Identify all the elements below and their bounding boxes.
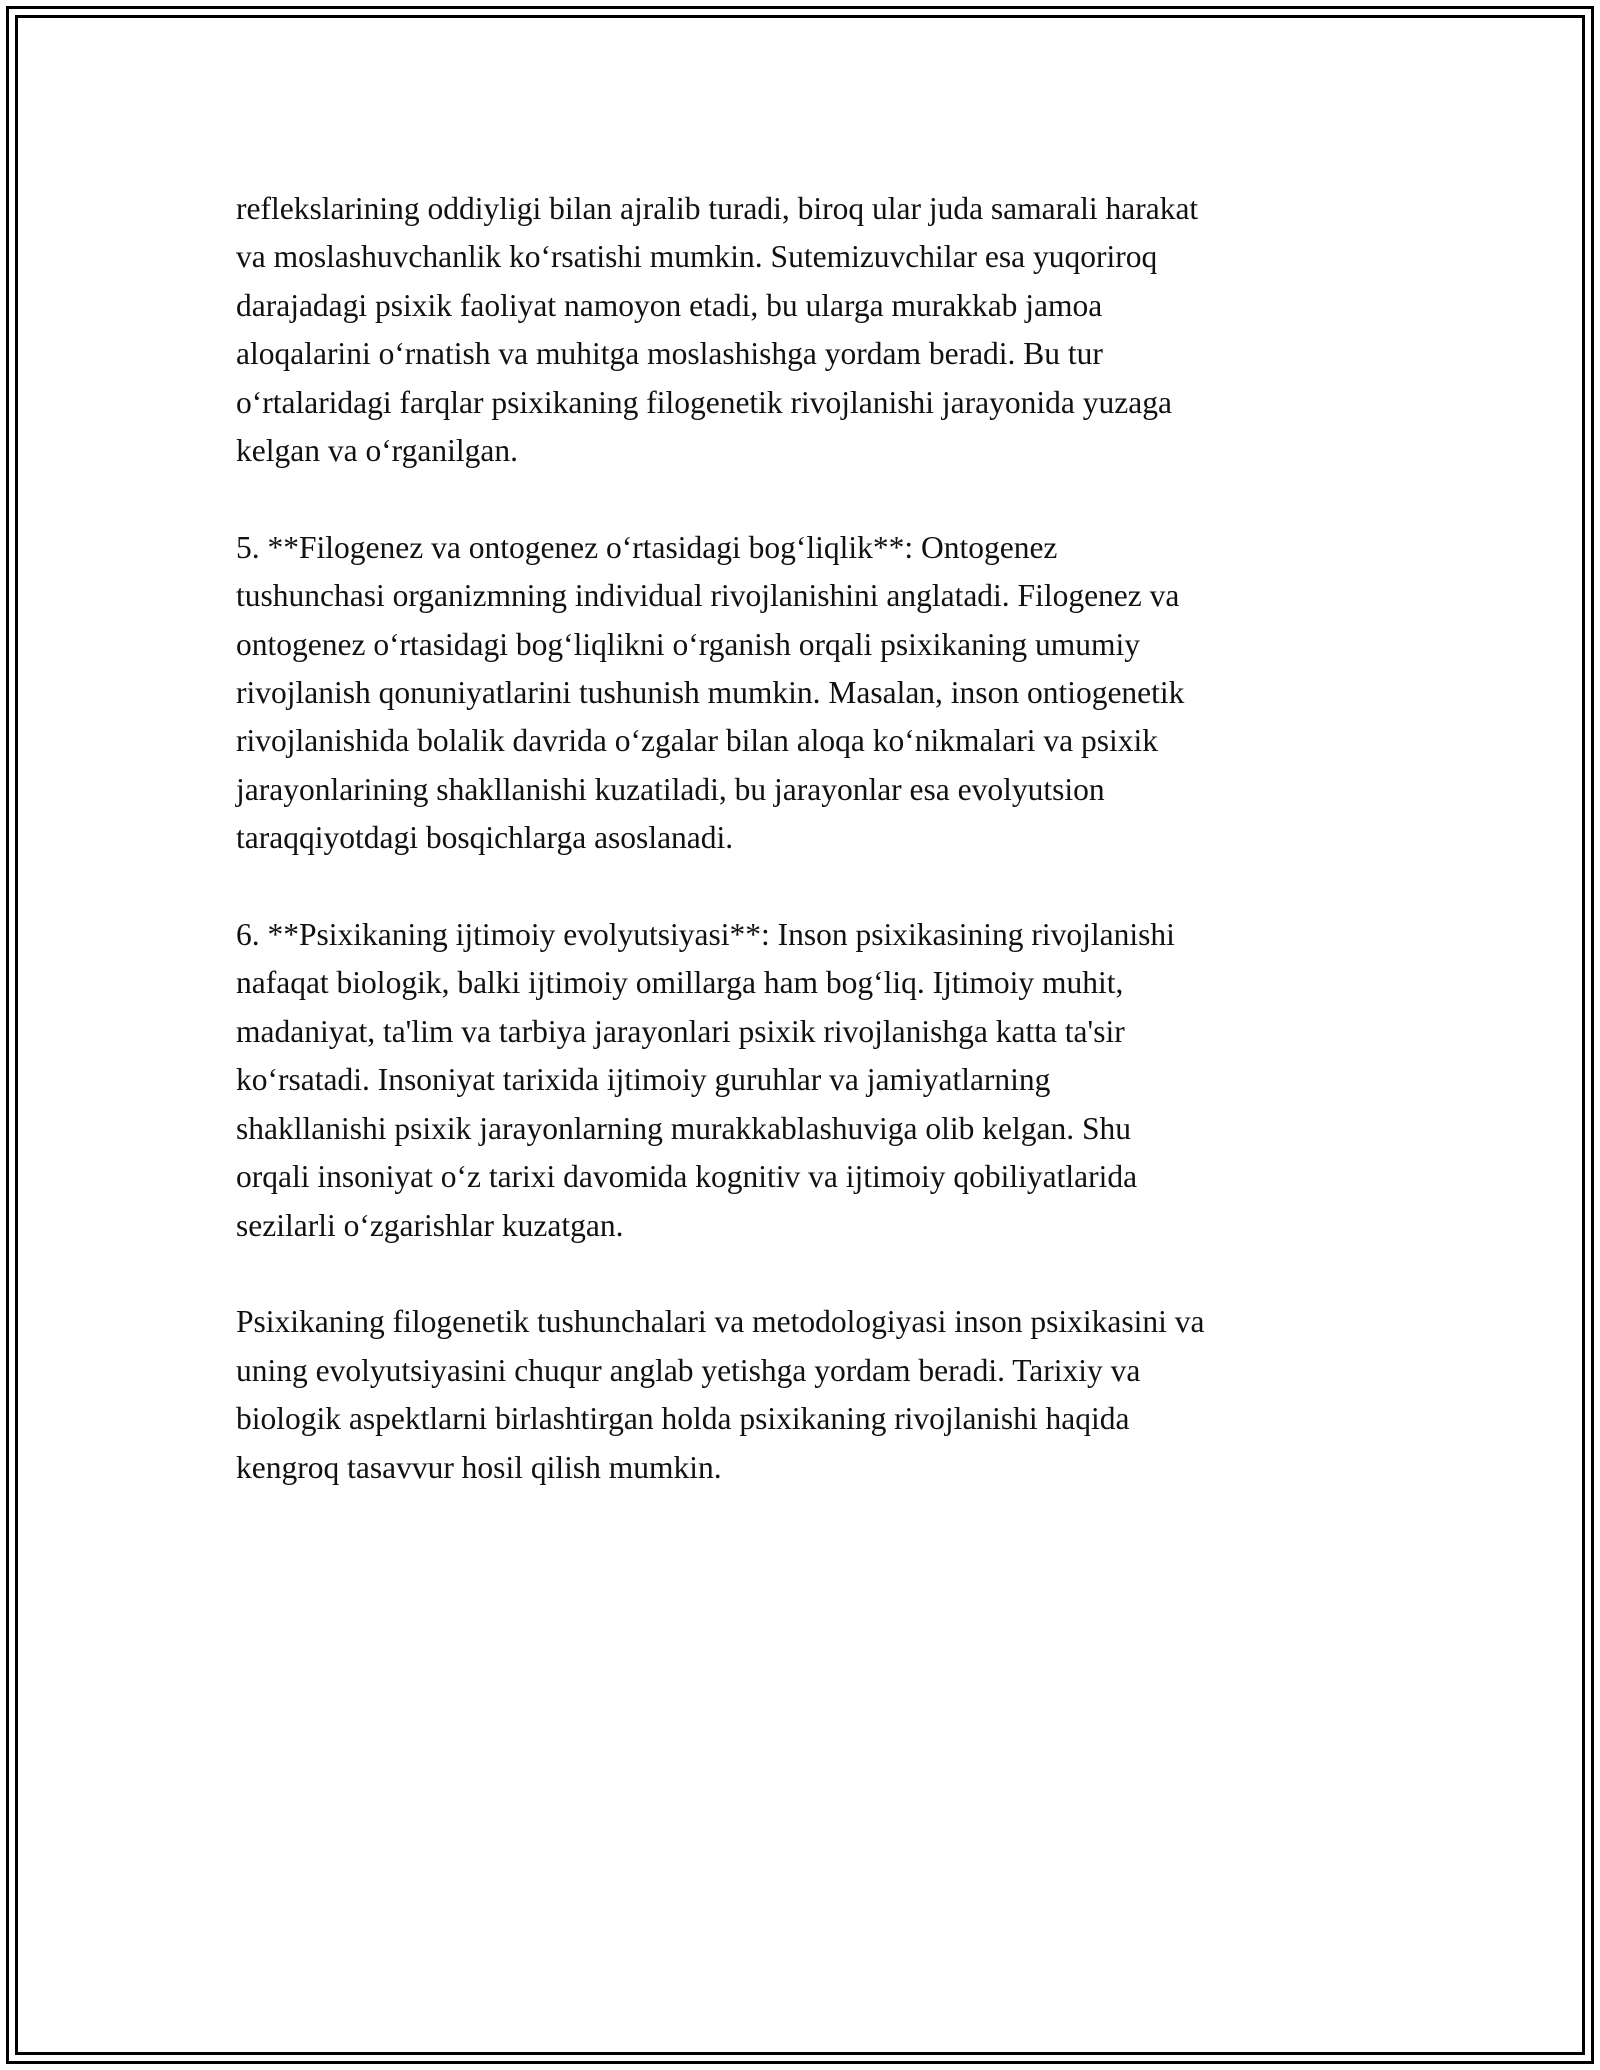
paragraph-spacer [236, 1250, 1376, 1298]
text-line: uning evolyutsiyasini chuqur anglab yetishga yordam beradi. Tarixiy va [236, 1352, 1141, 1388]
text-line: rivojlanishida bolalik davrida o‘zgalar bilan aloqa ko‘nikmalari va psixik [236, 723, 1158, 759]
text-line: biologik aspektlarni birlashtirgan holda psixikaning rivojlanishi haqida [236, 1401, 1130, 1437]
text-line: tushunchasi organizmning individual rivojlanishini anglatadi. Filogenez va [236, 578, 1180, 614]
text-line: 6. **Psixikaning ijtimoiy evolyutsiyasi**: Inson psixikasining rivojlanishi [236, 917, 1175, 953]
paragraph-intro-continuation [236, 185, 1376, 475]
text-line: madaniyat, ta'lim va tarbiya jarayonlari psixik rivojlanishga katta ta'sir [236, 1013, 1125, 1049]
paragraph-spacer [236, 863, 1376, 911]
text-line: va moslashuvchanlik ko‘rsatishi mumkin. Sutemizuvchilar esa yuqoriroq [236, 239, 1158, 275]
text-line: ko‘rsatadi. Insoniyat tarixida ijtimoiy guruhlar va jamiyatlarning [236, 1062, 1051, 1098]
text-line: shakllanishi psixik jarayonlarning murakkablashuviga olib kelgan. Shu [236, 1110, 1131, 1146]
paragraph-item-5 [236, 524, 1376, 863]
text-line: kelgan va o‘rganilgan. [236, 433, 518, 469]
text-line: o‘rtalaridagi farqlar psixikaning filogenetik rivojlanishi jarayonida yuzaga [236, 384, 1172, 420]
text-line: jarayonlarining shakllanishi kuzatiladi, bu jarayonlar esa evolyutsion [236, 771, 1105, 807]
text-line: orqali insoniyat o‘z tarixi davomida kognitiv va ijtimoiy qobiliyatlarida [236, 1159, 1138, 1195]
paragraph-item-6 [236, 911, 1376, 1250]
text-line: sezilarli o‘zgarishlar kuzatgan. [236, 1207, 624, 1243]
text-line: ontogenez o‘rtasidagi bog‘liqlikni o‘rganish orqali psixikaning umumiy [236, 626, 1141, 662]
text-line: darajadagi psixik faoliyat namoyon etadi, bu ularga murakkab jamoa [236, 287, 1103, 323]
text-line: 5. **Filogenez va ontogenez o‘rtasidagi bog‘liqlik**: Ontogenez [236, 529, 1058, 565]
text-line: reflekslarining oddiyligi bilan ajralib turadi, biroq ular juda samarali harakat [236, 191, 1199, 226]
text-line: nafaqat biologik, balki ijtimoiy omillarga ham bog‘liq. Ijtimoiy muhit, [236, 965, 1124, 1001]
text-line: kengroq tasavvur hosil qilish mumkin. [236, 1449, 722, 1485]
paragraph-spacer [236, 475, 1376, 523]
text-line: taraqqiyotdagi bosqichlarga asoslanadi. [236, 820, 734, 856]
text-line: aloqalarini o‘rnatish va muhitga moslashishga yordam beradi. Bu tur [236, 336, 1103, 372]
paragraph-conclusion [236, 1298, 1376, 1492]
document-body [236, 185, 1376, 1492]
text-line: rivojlanish qonuniyatlarini tushunish mumkin. Masalan, inson ontiogenetik [236, 675, 1185, 711]
text-line: Psixikaning filogenetik tushunchalari va metodologiyasi inson psixikasini va [236, 1304, 1205, 1340]
